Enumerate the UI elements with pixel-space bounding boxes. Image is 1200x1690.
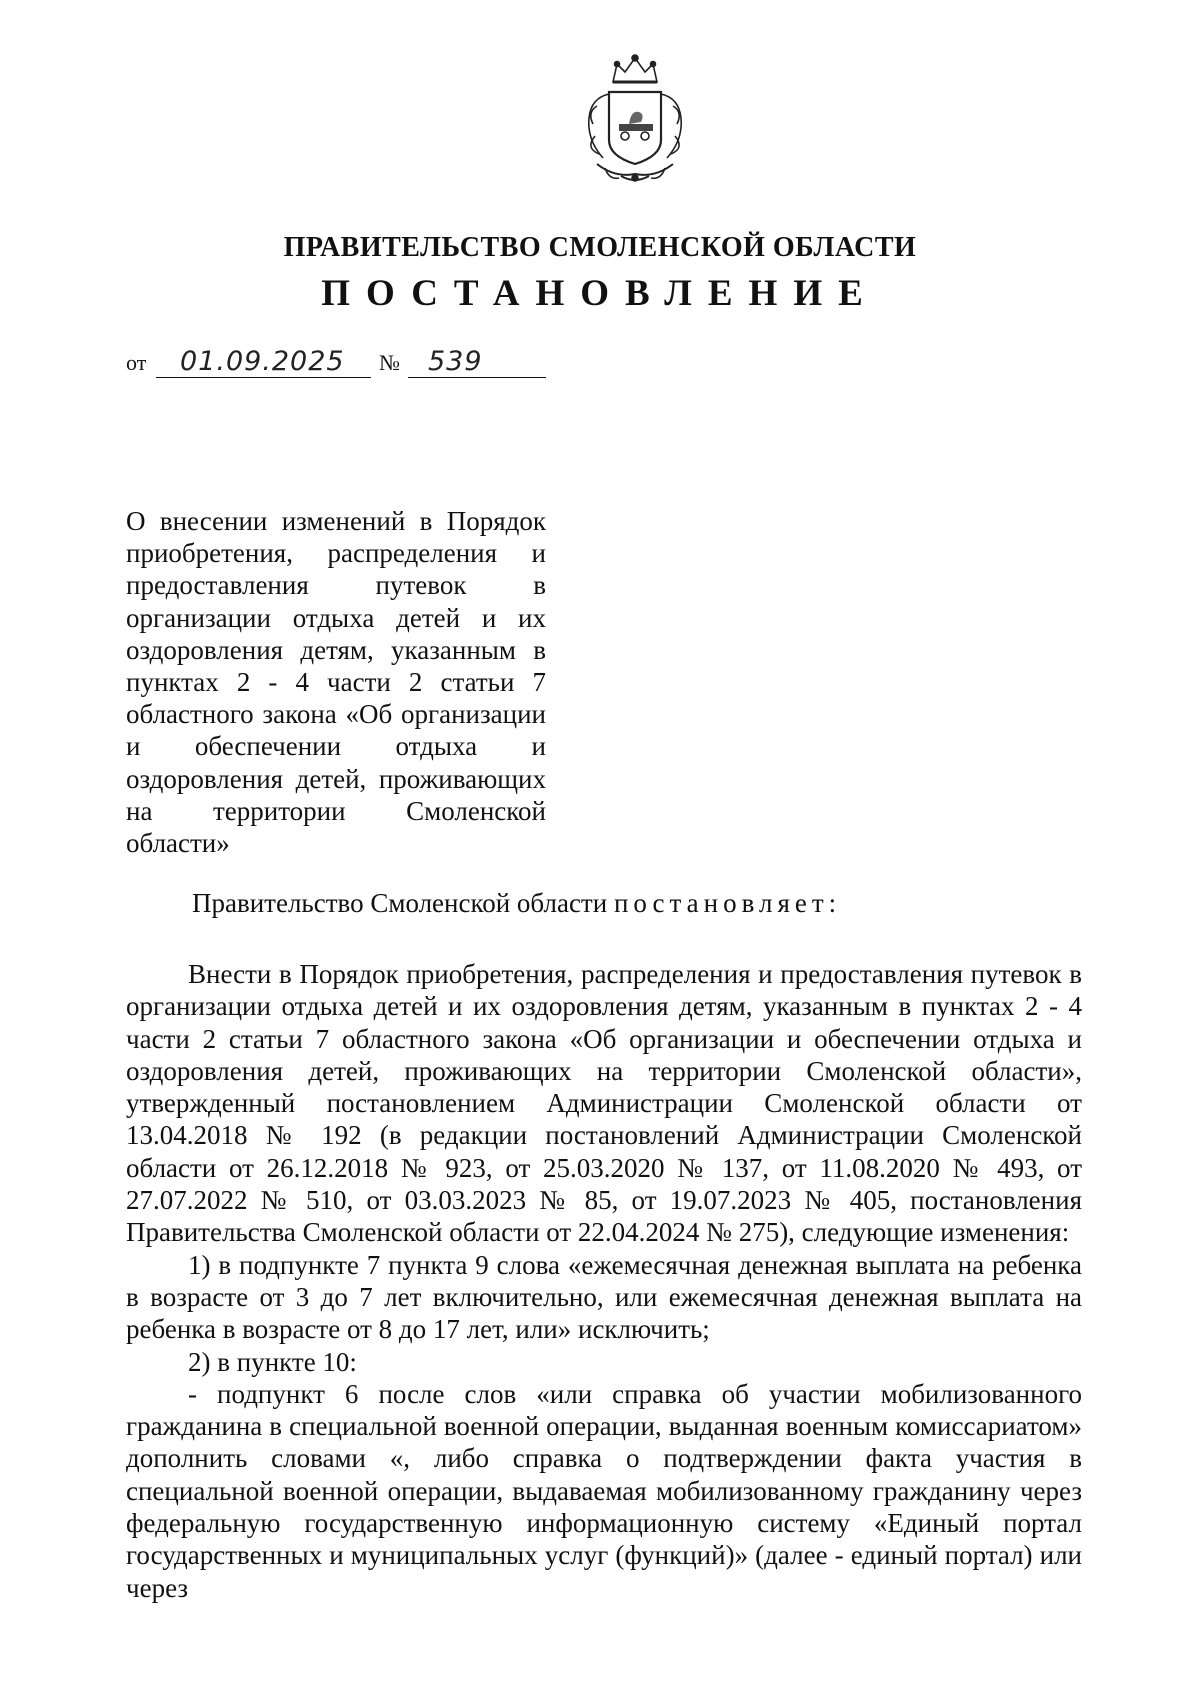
issuing-authority: ПРАВИТЕЛЬСТВО СМОЛЕНСКОЙ ОБЛАСТИ [283, 232, 917, 263]
number-value: 539 [428, 346, 483, 377]
date-field [156, 345, 371, 378]
number-field [408, 345, 546, 378]
date-label: от [126, 350, 147, 375]
date-value: 01.09.2025 [180, 346, 345, 377]
resolution-intro: Правительство Смоленской области [192, 888, 614, 918]
number-label: № [379, 350, 400, 375]
resolution-verb: постановляет: [613, 888, 842, 918]
coat-of-arms-drawing [575, 52, 695, 190]
document-subject: О внесении изменений в Порядок приобретения, распределения и предоставления путевок в организации отдыха детей и их оздоровления детям, указанным в пунктах 2 - 4 части 2 статьи 7 областного закона «Об организации и обеспечении отдыха и оздоровления детей, проживающих на территории Смоленской области» [126, 506, 546, 859]
coat-of-arms-icon [575, 52, 695, 190]
resolution-line [192, 888, 841, 919]
document-type-title: ПОСТАНОВЛЕНИЕ [321, 273, 879, 314]
body-paragraph: 1) в подпункте 7 пункта 9 слова «ежемесячная денежная выплата на ребенка в возрасте от 3 до 7 лет включительно, или ежемесячная денежная выплата на ребенка в возрасте от 8 до 17 лет, или» исключить; [126, 1249, 1082, 1345]
document-body [126, 958, 1082, 1604]
body-paragraph: Внести в Порядок приобретения, распределения и предоставления путевок в организации отдыха детей и их оздоровления детям, указанным в пунктах 2 - 4 части 2 статьи 7 областного закона «Об организации и обеспечении отдыха и оздоровления детей, проживающих на территории Смоленской области», утвержденный постановлением Администрации Смоленской области от 13.04.2018 № 192 (в редакции постановлений Администрации Смоленской области от 26.12.2018 № 923, от 25.03.2020 № 137, от 11.08.2020 № 493, от 27.07.2022 № 510, от 03.03.2023 № 85, от 19.07.2023 № 405, постановления Правительства Смоленской области от 22.04.2024 № 275), следующие изменения: [126, 959, 1082, 1248]
body-paragraph: 2) в пункте 10: [188, 1346, 357, 1377]
body-paragraph: - подпункт 6 после слов «или справка об участии мобилизованного гражданина в специальной военной операции, выданная военным комиссариатом» дополнить словами «, либо справка о подтверждении факта участия в специальной военной операции, выдаваемая мобилизованному гражданину через федеральную государственную информационную систему «Единый портал государственных и муниципальных услуг (функций)» (далее - единый портал) или через [126, 1378, 1082, 1603]
